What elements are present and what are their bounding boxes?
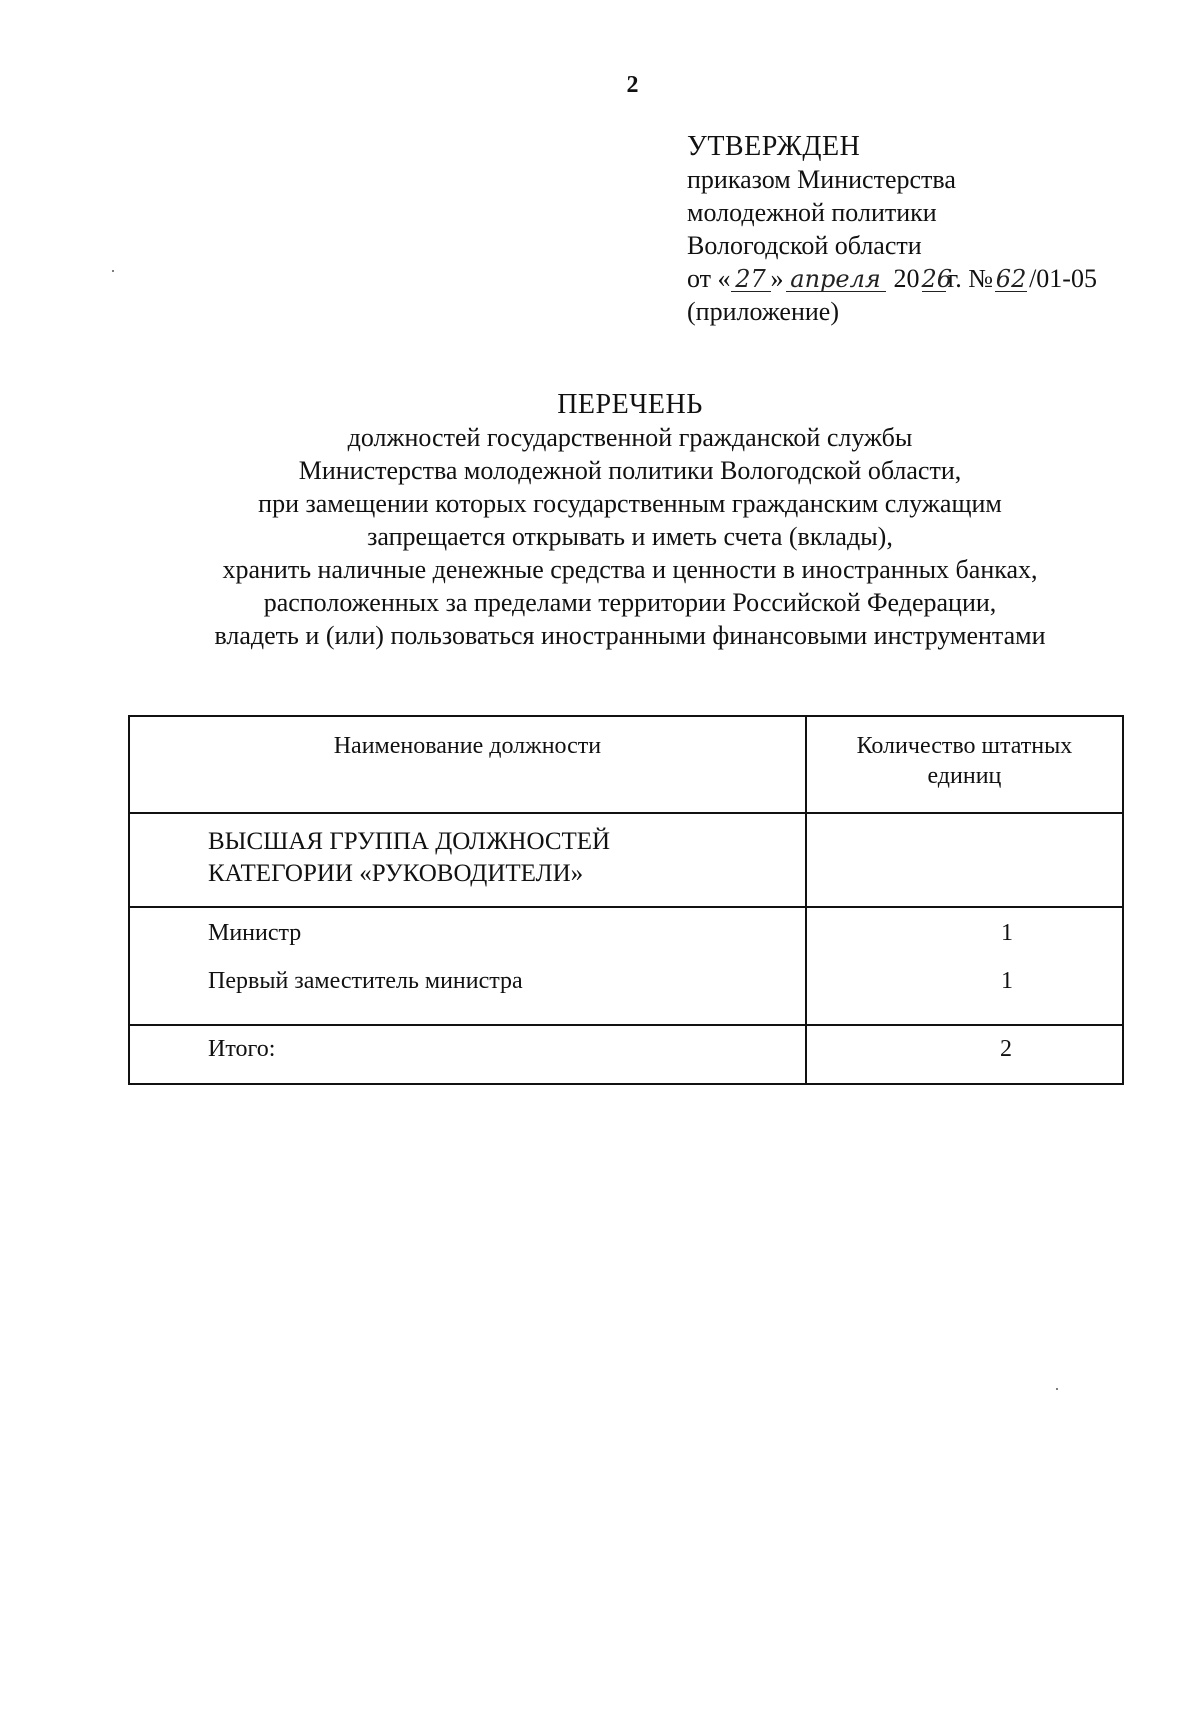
page-number: 2: [626, 72, 639, 98]
position-count: 1: [1001, 968, 1013, 994]
total-label: Итого:: [129, 1025, 806, 1084]
date-quote-close: »: [770, 264, 784, 293]
table-header-row: [129, 716, 1123, 813]
total-count-cell: [806, 1025, 1123, 1084]
title-line: запрещается открывать и иметь счета (вклады),: [367, 522, 893, 551]
title-line: должностей государственной гражданской службы: [347, 423, 913, 452]
approval-line-3: Вологодской области: [687, 231, 922, 260]
title-line: при замещении которых государственным гражданским служащим: [258, 489, 1002, 518]
title-heading: ПЕРЕЧЕНЬ: [557, 389, 703, 420]
total-count: 2: [1000, 1036, 1012, 1062]
position-name: Министр: [208, 920, 302, 946]
date-prefix: от «: [687, 264, 731, 293]
position-count: 1: [1001, 920, 1013, 946]
approval-line-1: приказом Министерства: [687, 165, 956, 194]
approval-date-line: [687, 262, 1097, 295]
date-year-prefix: 20: [893, 264, 920, 293]
handwritten-month: апреля: [786, 267, 886, 292]
appendix-label: (приложение): [687, 297, 840, 326]
header-staff-count: [806, 716, 1123, 813]
table-group-row: [129, 813, 1123, 907]
position-counts-cell: [806, 907, 1123, 1025]
approval-stamp: [687, 130, 1097, 328]
title-line: владеть и (или) пользоваться иностранными финансовыми инструментами: [214, 621, 1046, 650]
group-title: [129, 813, 806, 907]
handwritten-day: 27: [731, 267, 771, 292]
position-count-line: [807, 918, 1122, 966]
positions-table: [128, 715, 1124, 1085]
group-title-line-2: КАТЕГОРИИ «РУКОВОДИТЕЛИ»: [208, 860, 584, 887]
document-title: [120, 388, 1140, 652]
table-total-row: [129, 1025, 1123, 1084]
approval-line-2: молодежной политики: [687, 198, 937, 227]
title-line: расположенных за пределами территории Российской Федерации,: [263, 588, 997, 617]
scan-speck: [112, 270, 114, 272]
title-line: хранить наличные денежные средства и ценности в иностранных банках,: [222, 555, 1038, 584]
scan-speck: [1056, 1388, 1058, 1390]
position-count-line: [807, 966, 1122, 1014]
order-suffix: /01-05: [1029, 264, 1097, 293]
position-name: Первый заместитель министра: [208, 968, 523, 994]
handwritten-order-number: 62: [995, 265, 1027, 293]
group-count-empty: [806, 813, 1123, 907]
group-title-line-1: ВЫСШАЯ ГРУППА ДОЛЖНОСТЕЙ: [208, 828, 611, 855]
position-names-cell: [129, 907, 806, 1025]
table-row: [129, 907, 1123, 1025]
header-position-name: Наименование должности: [129, 716, 806, 813]
header-staff-count-text: Количество штатных единиц: [856, 733, 1073, 789]
title-line: Министерства молодежной политики Вологодской области,: [298, 456, 962, 485]
date-year-tail: г. №: [947, 264, 994, 293]
approved-heading: УТВЕРЖДЕН: [687, 131, 861, 162]
handwritten-year: 26: [921, 265, 953, 293]
